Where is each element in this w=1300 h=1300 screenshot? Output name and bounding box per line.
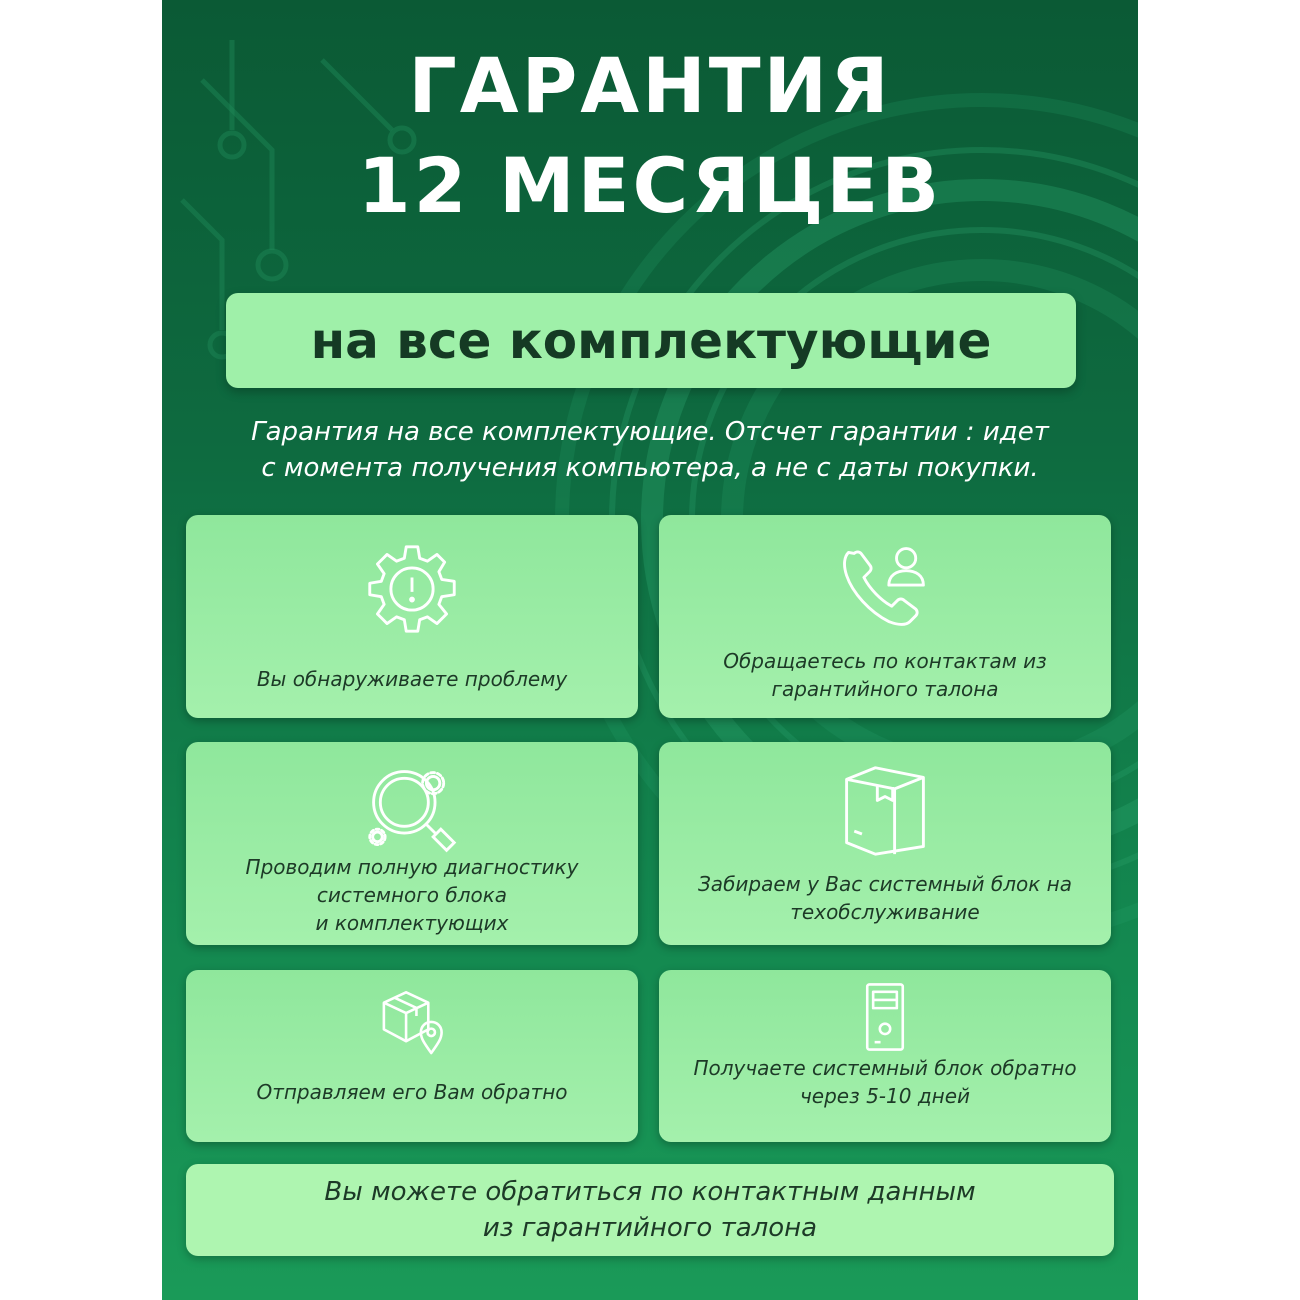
subtitle-text: на все комплектующие	[310, 311, 992, 370]
title-line-2: 12 МЕСЯЦЕВ	[357, 141, 943, 230]
phone-contact-icon	[837, 539, 933, 635]
step-label: Получаете системный блок обратно через 5-10 дней	[693, 1056, 1077, 1108]
step-card-pickup	[659, 742, 1111, 945]
step-card-diagnostics	[186, 742, 638, 945]
step-card-ship-back	[186, 970, 638, 1142]
box-location-icon	[375, 982, 449, 1056]
computer-tower-icon	[848, 980, 922, 1054]
step-label: Обращаетесь по контактам из гарантийного талона	[723, 649, 1047, 701]
step-card-receive	[659, 970, 1111, 1142]
gear-warning-icon	[364, 541, 460, 637]
step-card-detect-problem	[186, 515, 638, 718]
step-label: Вы обнаруживаете проблему	[256, 667, 568, 691]
step-label: Отправляем его Вам обратно	[256, 1080, 568, 1104]
step-card-contact	[659, 515, 1111, 718]
title-line-1: ГАРАНТИЯ	[408, 41, 892, 130]
subtitle-banner	[226, 293, 1076, 388]
footer-banner	[186, 1164, 1114, 1256]
step-label: Забираем у Вас системный блок на техобслуживание	[697, 872, 1072, 924]
step-label: Проводим полную диагностику системного блока и комплектующих	[245, 855, 579, 935]
warranty-poster	[162, 0, 1138, 1300]
box-icon	[837, 762, 933, 858]
magnifier-gears-icon	[364, 762, 460, 858]
intro-text: Гарантия на все комплектующие. Отсчет гарантии : идет с момента получения компьютера, а не с даты покупки.	[251, 417, 1049, 483]
footer-text: Вы можете обратиться по контактным данным из гарантийного талона	[324, 1177, 976, 1243]
